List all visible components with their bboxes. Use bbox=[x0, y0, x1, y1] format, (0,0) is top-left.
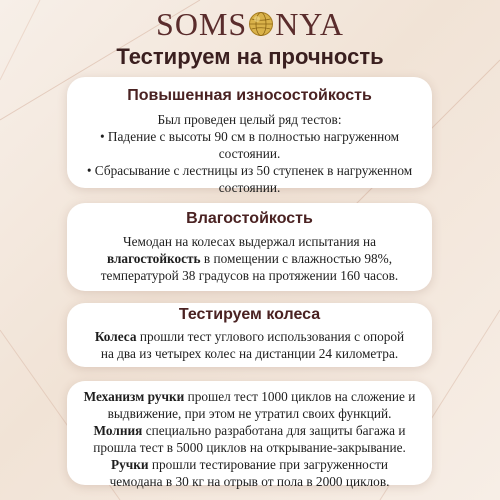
card-text-line: • Сбрасывание с лестницы из 50 ступенек в нагруженном bbox=[86, 163, 413, 178]
card-text-line bbox=[73, 422, 426, 439]
brand-text-left: SOMS bbox=[156, 5, 248, 42]
card-text-line bbox=[73, 250, 426, 267]
card-text-line: Был проведен целый ряд тестов: bbox=[157, 112, 342, 127]
card-text-line bbox=[73, 456, 426, 473]
page-header bbox=[0, 0, 500, 70]
card-text-rest: специально разработана для защиты багажа и bbox=[142, 423, 406, 438]
card-text-line: выдвижение, при этом не утратил своих функций. bbox=[107, 406, 392, 421]
card-text-rest: прошел тест 1000 циклов на сложение и bbox=[184, 389, 416, 404]
card-text-line bbox=[73, 388, 426, 405]
brand-text-right: NYA bbox=[275, 5, 344, 42]
card-text-line: • Падение с высоты 90 см в полностью нагруженном bbox=[99, 129, 400, 144]
globe-icon bbox=[248, 11, 274, 37]
card-text-rest: прошли тест углового использования с опорой bbox=[136, 329, 405, 344]
card-text-line: состоянии. bbox=[218, 180, 281, 195]
bold-term: Молния bbox=[93, 423, 143, 438]
card-text-line: температурой 38 градусов на протяжении 160 часов. bbox=[100, 268, 399, 283]
card-wear-resistance bbox=[67, 77, 432, 195]
card-text-rest: в помещении с влажностью 98%, bbox=[200, 251, 393, 266]
card-text-line: на два из четырех колес на дистанции 24 километра. bbox=[100, 346, 399, 361]
bold-term: Механизм ручки bbox=[83, 389, 185, 404]
card-title: Влагостойкость bbox=[186, 210, 313, 227]
card-moisture-resistance bbox=[67, 203, 432, 291]
card-handles-zipper bbox=[67, 381, 432, 489]
card-title: Повышенная износостойкость bbox=[127, 87, 372, 104]
card-text-line bbox=[73, 328, 426, 345]
card-text-line: прошла тест в 5000 циклов на открывание-закрывание. bbox=[93, 440, 406, 455]
card-title: Тестируем колеса bbox=[178, 306, 321, 323]
card-wheels-test bbox=[67, 303, 432, 367]
card-text-line: Чемодан на колесах выдержал испытания на bbox=[122, 234, 377, 249]
card-text-line: состоянии. bbox=[218, 146, 281, 161]
card-text-line: чемодана в 30 кг на отрыв от пола в 2000 циклов. bbox=[109, 474, 390, 489]
bold-term: Колеса bbox=[94, 329, 137, 344]
bold-term: влагостойкость bbox=[106, 251, 201, 266]
brand-logo bbox=[0, 6, 500, 42]
card-text-rest: прошли тестирование при загруженности bbox=[148, 457, 388, 472]
page-title: Тестируем на прочность bbox=[116, 44, 384, 69]
bold-term: Ручки bbox=[111, 457, 149, 472]
